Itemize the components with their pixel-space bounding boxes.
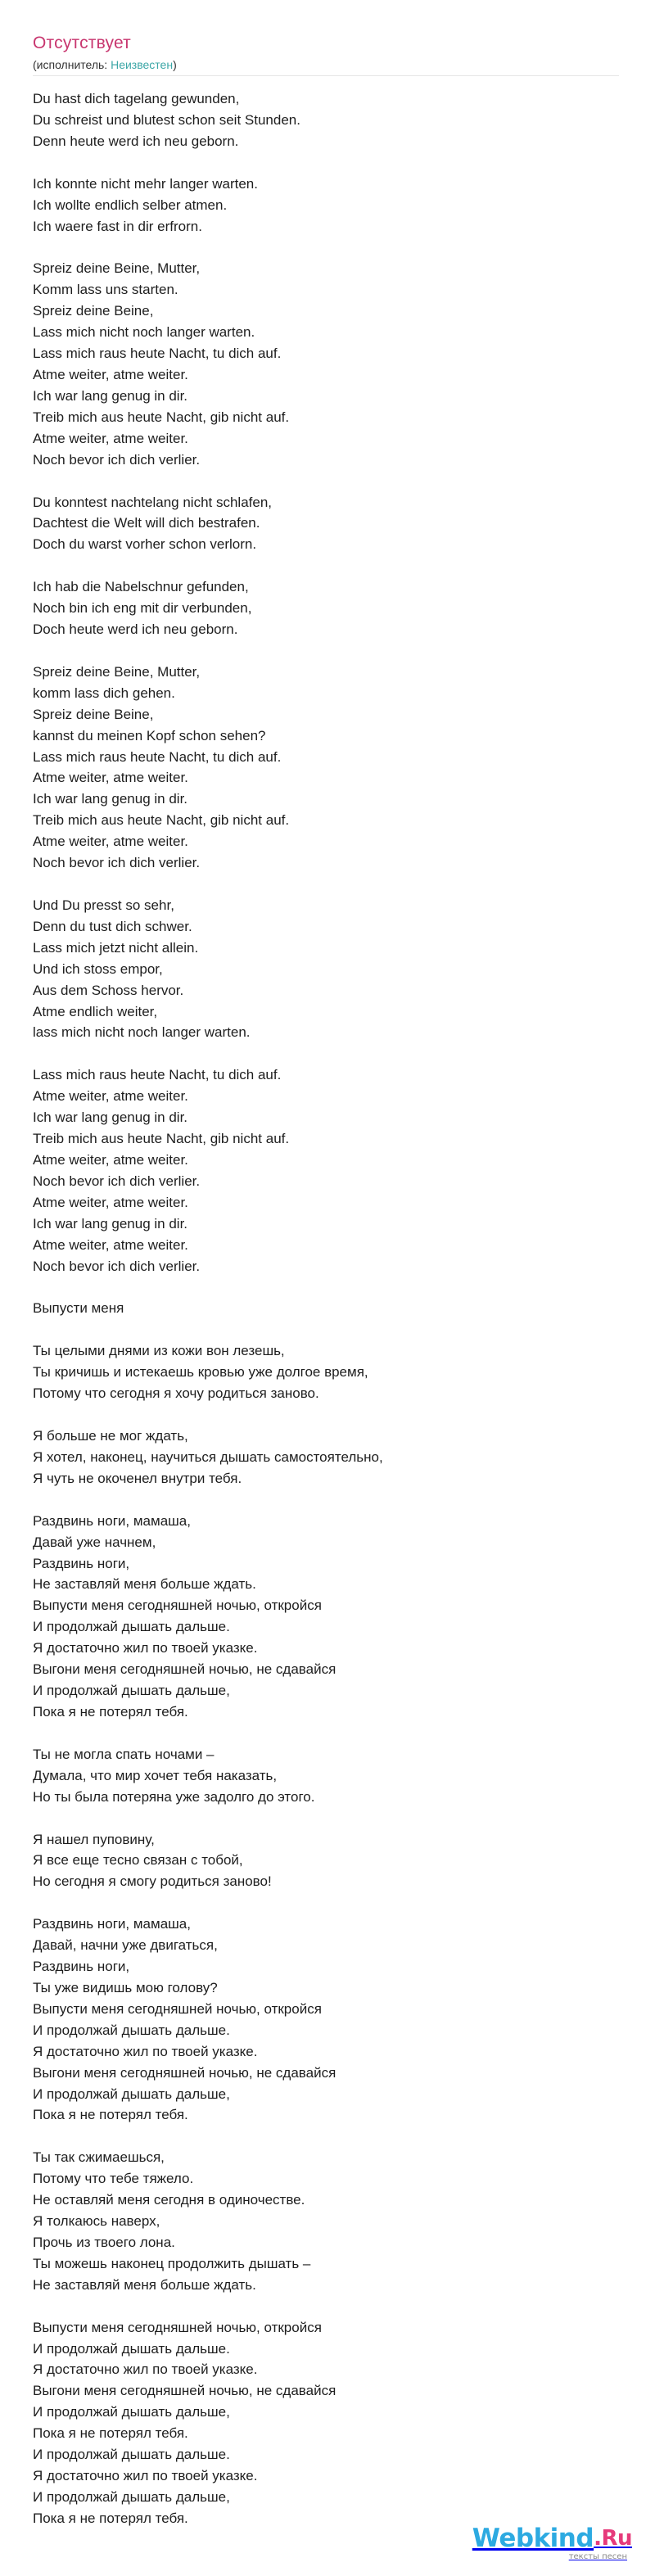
lyric-line: Spreiz deine Beine, Mutter,	[33, 663, 201, 680]
lyric-line: Treib mich aus heute Nacht, gib nicht auf.	[33, 812, 290, 829]
lyric-line: Atme weiter, atme weiter.	[33, 834, 188, 850]
lyric-line: Пока я не потерял тебя.	[33, 2510, 188, 2526]
lyric-line: И продолжай дышать дальше.	[33, 2022, 230, 2038]
lyric-line: Потому что сегодня я хочу родиться заново.	[33, 1385, 319, 1402]
artist-line	[33, 57, 619, 72]
lyric-line: Spreiz deine Beine, Mutter,	[33, 260, 201, 277]
lyric-line: Und Du presst so sehr,	[33, 897, 174, 913]
lyrics-stanza	[33, 1744, 622, 1808]
lyric-line: Atme endlich weiter,	[33, 1003, 158, 1019]
lyric-line: И продолжай дышать дальше.	[33, 2447, 230, 2463]
site-logo[interactable]	[472, 2525, 632, 2561]
lyric-line: Lass mich nicht noch langer warten.	[33, 324, 255, 341]
lyrics-stanza	[33, 174, 622, 237]
lyric-line: Treib mich aus heute Nacht, gib nicht auf.	[33, 1131, 290, 1147]
lyric-line: Noch bin ich eng mit dir verbunden,	[33, 600, 252, 617]
lyric-line: Dachtest die Welt will dich bestrafen.	[33, 515, 260, 531]
logo-tld: .Ru	[594, 2526, 632, 2551]
lyric-line: Ich waere fast in dir erfrorn.	[33, 218, 202, 234]
lyric-line: Lass mich jetzt nicht allein.	[33, 939, 199, 956]
artist-prefix: (исполнитель:	[33, 58, 111, 71]
logo-wordmark	[472, 2525, 632, 2551]
lyric-line: Я достаточно жил по твоей указке.	[33, 2468, 258, 2483]
lyrics-stanza	[33, 1426, 622, 1489]
lyric-line: Du konntest nachtelang nicht schlafen,	[33, 494, 273, 510]
lyric-line: Ich hab die Nabelschnur gefunden,	[33, 579, 249, 595]
lyric-line: Du schreist und blutest schon seit Stunden.	[33, 111, 300, 128]
lyric-line: Выпусти меня	[33, 1300, 124, 1317]
lyric-line: Atme weiter, atme weiter.	[33, 430, 188, 446]
lyrics-stanza	[33, 1914, 622, 2126]
lyric-line: Я достаточно жил по твоей указке.	[33, 2361, 258, 2378]
lyrics-stanza	[33, 895, 622, 1043]
lyric-line: Я чуть не окоченел внутри тебя.	[33, 1470, 242, 1486]
lyrics-stanza	[33, 576, 622, 640]
lyric-line: Atme weiter, atme weiter.	[33, 366, 188, 382]
lyric-line: Ich war lang genug in dir.	[33, 1215, 188, 1232]
lyric-line: Spreiz deine Beine,	[33, 303, 154, 319]
lyric-line: Но сегодня я смогу родиться заново!	[33, 1873, 272, 1890]
lyric-line: Я больше не мог ждать,	[33, 1428, 188, 1444]
lyric-line: Раздвинь ноги, мамаша,	[33, 1916, 191, 1932]
lyric-line: И продолжай дышать дальше.	[33, 1619, 230, 1635]
lyric-line: Ich war lang genug in dir.	[33, 791, 188, 807]
lyric-line: Я хотел, наконец, научиться дышать самостоятельно,	[33, 1448, 383, 1465]
lyrics-stanza	[33, 88, 622, 152]
lyric-line: Atme weiter, atme weiter.	[33, 770, 188, 786]
lyric-line: Atme weiter, atme weiter.	[33, 1088, 188, 1105]
lyric-line: Пока я не потерял тебя.	[33, 2107, 188, 2123]
lyric-line: Выпусти меня сегодняшней ночью, откройся	[33, 2319, 322, 2335]
lyric-line: Ich war lang genug in dir.	[33, 1109, 188, 1126]
lyric-line: Noch bevor ich dich verlier.	[33, 1173, 201, 1189]
lyric-line: И продолжай дышать дальше.	[33, 2340, 230, 2357]
lyrics-stanza	[33, 2147, 622, 2295]
artist-link[interactable]: Неизвестен	[111, 58, 174, 71]
lyric-line: Und ich stoss empor,	[33, 960, 163, 977]
lyric-line: Выгони меня сегодняшней ночью, не сдавайся	[33, 2064, 337, 2081]
lyric-line: kannst du meinen Kopf schon sehen?	[33, 727, 266, 743]
lyric-line: Я нашел пуповину,	[33, 1831, 155, 1847]
lyric-line: Выгони меня сегодняшней ночью, не сдавайся	[33, 1661, 337, 1678]
logo-name: Webkind	[472, 2524, 594, 2553]
lyric-line: Прочь из твоего лона.	[33, 2234, 175, 2250]
lyric-line: Ты так сжимаешься,	[33, 2149, 165, 2166]
lyrics-stanza	[33, 1064, 622, 1277]
artist-suffix: )	[173, 58, 177, 71]
song-title: Отсутствует	[33, 34, 131, 52]
lyric-line: Atme weiter, atme weiter.	[33, 1194, 188, 1210]
lyric-line: Treib mich aus heute Nacht, gib nicht auf.	[33, 409, 290, 425]
lyric-line: Я достаточно жил по твоей указке.	[33, 1640, 258, 1656]
lyrics-stanza	[33, 662, 622, 874]
lyric-line: Выпусти меня сегодняшней ночью, откройся	[33, 2000, 322, 2017]
lyric-line: Но ты была потеряна уже задолго до этого.	[33, 1788, 315, 1805]
lyrics-body	[33, 88, 622, 2551]
lyric-line: Noch bevor ich dich verlier.	[33, 855, 201, 871]
lyric-line: Пока я не потерял тебя.	[33, 2425, 188, 2442]
lyric-line: Раздвинь ноги, мамаша,	[33, 1512, 191, 1529]
lyric-line: Давай, начни уже двигаться,	[33, 1937, 218, 1954]
lyric-line: Потому что тебе тяжело.	[33, 2171, 194, 2187]
lyric-line: Komm lass uns starten.	[33, 282, 178, 298]
lyric-line: Ich wollte endlich selber atmen.	[33, 197, 228, 213]
song-header	[33, 33, 619, 76]
lyric-line: Ты целыми днями из кожи вон лезешь,	[33, 1343, 285, 1359]
lyric-line: Ich konnte nicht mehr langer warten.	[33, 175, 258, 192]
lyric-line: Раздвинь ноги,	[33, 1959, 130, 1975]
lyrics-stanza	[33, 2317, 622, 2529]
lyric-line: Atme weiter, atme weiter.	[33, 1151, 188, 1168]
lyric-line: Я достаточно жил по твоей указке.	[33, 2043, 258, 2059]
lyric-line: Ты кричишь и истекаешь кровью уже долгое время,	[33, 1364, 368, 1381]
lyric-line: Denn du tust dich schwer.	[33, 918, 192, 934]
lyric-line: Давай уже начнем,	[33, 1534, 156, 1550]
lyrics-stanza	[33, 1340, 622, 1404]
lyrics-stanza	[33, 1511, 622, 1723]
logo-tagline: тексты песен	[568, 2552, 627, 2561]
lyric-line: Lass mich raus heute Nacht, tu dich auf.	[33, 346, 282, 362]
lyric-line: Ich war lang genug in dir.	[33, 387, 188, 404]
lyric-line: И продолжай дышать дальше,	[33, 2488, 230, 2505]
lyrics-stanza	[33, 1298, 622, 1319]
lyrics-stanza	[33, 1829, 622, 1893]
lyric-line: Du hast dich tagelang gewunden,	[33, 91, 240, 106]
lyric-line: Я все еще тесно связан с тобой,	[33, 1852, 243, 1869]
lyric-line: Ты не могла спать ночами –	[33, 1746, 215, 1762]
lyric-line: Я толкаюсь наверх,	[33, 2213, 160, 2230]
lyric-line: Выгони меня сегодняшней ночью, не сдавайся	[33, 2383, 337, 2399]
lyric-line: komm lass dich gehen.	[33, 685, 175, 701]
lyric-line: Не заставляй меня больше ждать.	[33, 1576, 256, 1593]
lyric-line: Spreiz deine Beine,	[33, 706, 154, 722]
lyric-line: И продолжай дышать дальше,	[33, 2404, 230, 2420]
lyric-line: Noch bevor ich dich verlier.	[33, 1258, 201, 1274]
lyric-line: Ты уже видишь мою голову?	[33, 1979, 218, 1995]
lyric-line: Не заставляй меня больше ждать.	[33, 2276, 256, 2293]
lyric-line: Noch bevor ich dich verlier.	[33, 451, 201, 468]
lyric-line: lass mich nicht noch langer warten.	[33, 1024, 251, 1041]
lyric-line: Doch du warst vorher schon verlorn.	[33, 536, 257, 553]
lyrics-stanza	[33, 258, 622, 470]
lyric-line: Atme weiter, atme weiter.	[33, 1236, 188, 1253]
lyric-line: Выпусти меня сегодняшней ночью, откройся	[33, 1598, 322, 1614]
lyrics-stanza	[33, 492, 622, 556]
lyric-line: И продолжай дышать дальше,	[33, 2086, 230, 2102]
lyric-line: Lass mich raus heute Nacht, tu dich auf.	[33, 1067, 282, 1083]
lyric-line: Denn heute werd ich neu geborn.	[33, 133, 239, 149]
lyric-line: Пока я не потерял тебя.	[33, 1703, 188, 1720]
lyric-line: Раздвинь ноги,	[33, 1555, 130, 1571]
lyric-line: Aus dem Schoss hervor.	[33, 982, 184, 998]
lyric-line: Думала, что мир хочет тебя наказать,	[33, 1767, 278, 1783]
lyric-line: И продолжай дышать дальше,	[33, 1683, 230, 1698]
lyric-line: Doch heute werd ich neu geborn.	[33, 621, 238, 638]
lyric-line: Не оставляй меня сегодня в одиночестве.	[33, 2192, 305, 2208]
lyric-line: Lass mich raus heute Nacht, tu dich auf.	[33, 748, 282, 765]
lyric-line: Ты можешь наконец продолжить дышать –	[33, 2255, 311, 2271]
header-divider	[33, 75, 619, 76]
